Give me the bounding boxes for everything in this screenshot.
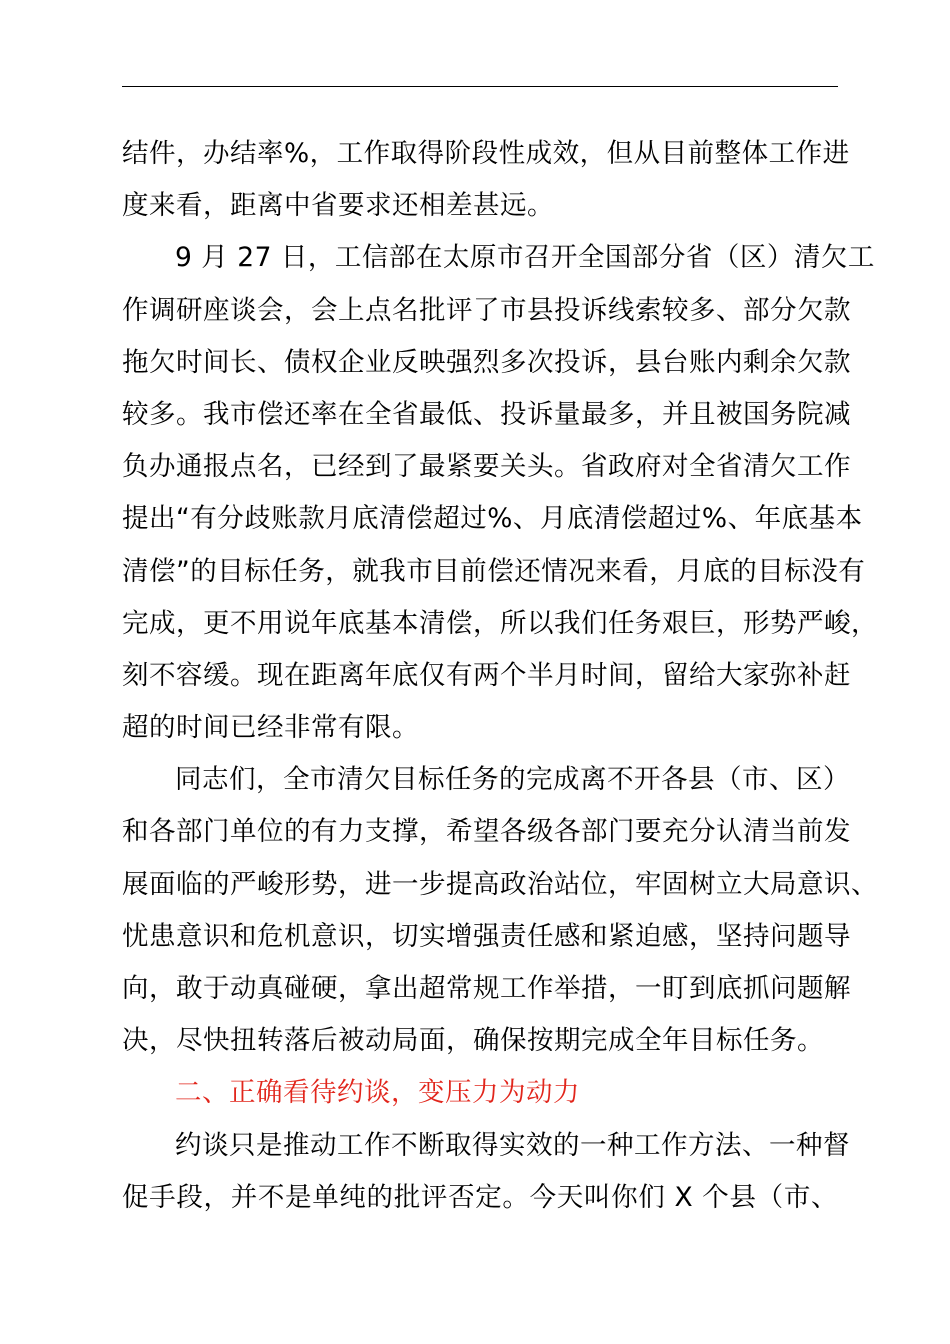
text-line: 提出“有分歧账款月底清偿超过%、月底清偿超过%、年底基本 — [122, 503, 863, 535]
text-line: 和各部门单位的有力支撑，希望各级各部门要充分认清当前发 — [122, 816, 851, 848]
document-body — [122, 128, 878, 1224]
text-line: 向，敢于动真碰硬，拿出超常规工作举措，一盯到底抓问题解 — [122, 973, 851, 1004]
text-line: 决，尽快扭转落后被动局面，确保按期完成全年目标任务。 — [122, 1025, 824, 1057]
text-line: 9 月 27 日，工信部在太原市召开全国部分省（区）清欠工 — [175, 242, 875, 274]
section-heading: 二、正确看待约谈，变压力为动力 — [175, 1077, 580, 1109]
header-rule — [122, 86, 838, 87]
text-line: 清偿”的目标任务，就我市目前偿还情况来看，月底的目标没有 — [122, 555, 866, 587]
text-line: 较多。我市偿还率在全省最低、投诉量最多，并且被国务院减 — [122, 398, 851, 430]
text-line: 超的时间已经非常有限。 — [122, 712, 419, 744]
text-line: 负办通报点名，已经到了最紧要关头。省政府对全省清欠工作 — [122, 451, 851, 483]
text-line: 展面临的严峻形势，进一步提高政治站位，牢固树立大局意识、 — [122, 868, 878, 900]
text-line: 刻不容缓。现在距离年底仅有两个半月时间，留给大家弥补赶 — [122, 659, 851, 691]
text-line: 拖欠时间长、债权企业反映强烈多次投诉，县台账内剩余欠款 — [122, 346, 851, 378]
text-line: 度来看，距离中省要求还相差甚远。 — [122, 190, 554, 222]
text-line: 结件，办结率%，工作取得阶段性成效，但从目前整体工作进 — [122, 138, 850, 169]
text-line: 作调研座谈会，会上点名批评了市县投诉线索较多、部分欠款 — [122, 294, 851, 326]
text-line: 完成，更不用说年底基本清偿，所以我们任务艰巨，形势严峻， — [122, 607, 878, 639]
text-line: 同志们，全市清欠目标任务的完成离不开各县（市、区） — [175, 764, 850, 796]
text-line: 约谈只是推动工作不断取得实效的一种工作方法、一种督 — [175, 1129, 850, 1161]
text-line: 促手段，并不是单纯的批评否定。今天叫你们 X 个县（市、 — [122, 1181, 838, 1213]
text-line: 忧患意识和危机意识，切实增强责任感和紧迫感，坚持问题导 — [122, 920, 851, 952]
